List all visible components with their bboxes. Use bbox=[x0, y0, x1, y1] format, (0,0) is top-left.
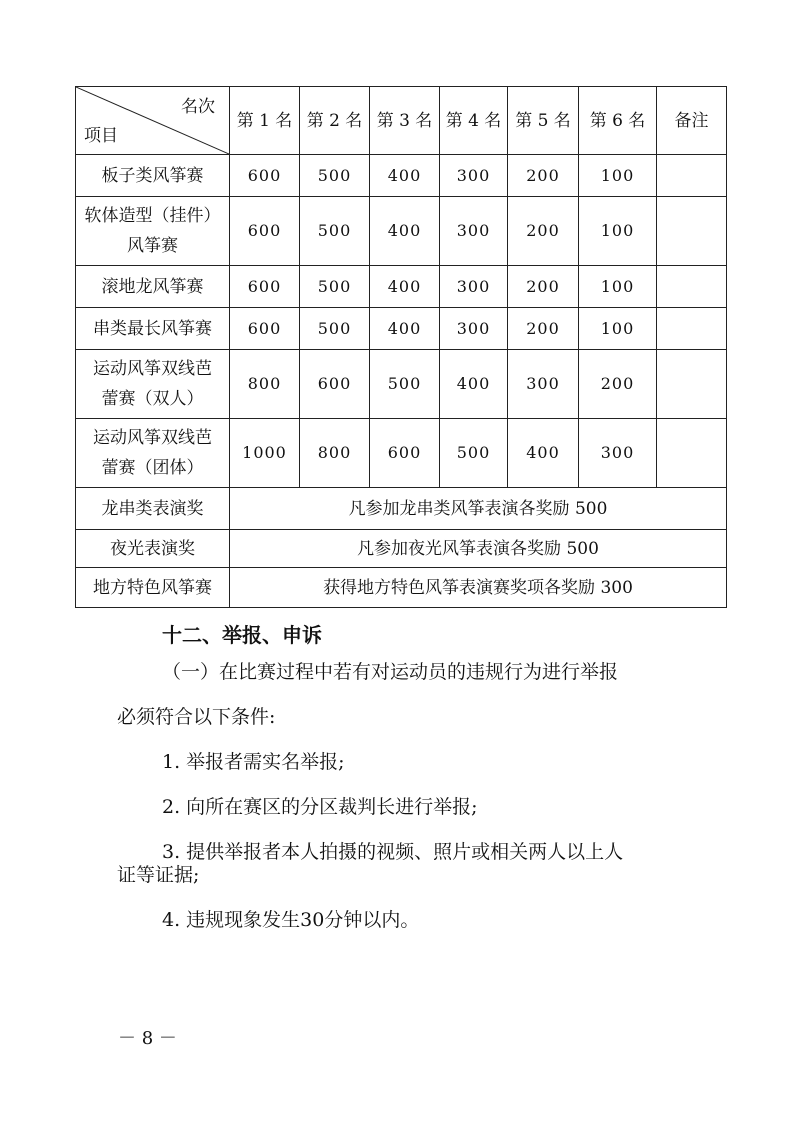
prize-cell: 400 bbox=[440, 350, 508, 419]
prize-cell: 800 bbox=[230, 350, 300, 419]
prize-cell: 200 bbox=[508, 266, 579, 308]
corner-label-item: 项目 bbox=[84, 126, 118, 146]
intro-paragraph-line-1: （一）在比赛过程中若有对运动员的违规行为进行举报 bbox=[162, 661, 619, 683]
prize-cell: 100 bbox=[579, 308, 657, 350]
table-row bbox=[76, 350, 727, 419]
row-name-line: 蕾赛（团体） bbox=[101, 458, 204, 478]
row-name-line: 风筝赛 bbox=[127, 236, 178, 256]
prize-cell: 300 bbox=[579, 419, 657, 488]
row-name bbox=[76, 350, 230, 419]
award-row bbox=[76, 530, 727, 568]
prize-cell: 300 bbox=[508, 350, 579, 419]
corner-label-rank: 名次 bbox=[181, 97, 215, 117]
prize-cell: 400 bbox=[370, 308, 440, 350]
remarks-cell bbox=[657, 350, 727, 419]
condition-item-1: 1. 举报者需实名举报; bbox=[162, 751, 345, 773]
prize-cell: 1000 bbox=[230, 419, 300, 488]
prize-cell: 600 bbox=[230, 155, 300, 197]
table-header-row bbox=[76, 87, 727, 155]
prize-cell: 500 bbox=[300, 155, 370, 197]
table-row bbox=[76, 419, 727, 488]
prize-cell: 800 bbox=[300, 419, 370, 488]
prize-cell: 100 bbox=[579, 266, 657, 308]
row-name-line: 运动风筝双线芭 bbox=[93, 428, 212, 448]
prize-cell: 300 bbox=[440, 266, 508, 308]
prize-cell: 600 bbox=[230, 197, 300, 266]
header-place-3: 第 3 名 bbox=[370, 87, 440, 155]
prize-cell: 300 bbox=[440, 308, 508, 350]
header-place-6: 第 6 名 bbox=[579, 87, 657, 155]
remarks-cell bbox=[657, 419, 727, 488]
prize-cell: 200 bbox=[579, 350, 657, 419]
remarks-cell bbox=[657, 197, 727, 266]
prize-cell: 600 bbox=[370, 419, 440, 488]
remarks-cell bbox=[657, 308, 727, 350]
condition-item-2: 2. 向所在赛区的分区裁判长进行举报; bbox=[162, 796, 478, 818]
row-name bbox=[76, 197, 230, 266]
section-heading: 十二、举报、申诉 bbox=[162, 623, 322, 647]
prize-cell: 100 bbox=[579, 197, 657, 266]
prize-cell: 500 bbox=[370, 350, 440, 419]
table-row bbox=[76, 266, 727, 308]
condition-item-3: 3. 提供举报者本人拍摄的视频、照片或相关两人以上人 bbox=[162, 841, 624, 863]
row-name-line: 蕾赛（双人） bbox=[101, 389, 204, 409]
table-row bbox=[76, 308, 727, 350]
prize-cell: 600 bbox=[230, 266, 300, 308]
award-description: 获得地方特色风筝表演赛奖项各奖励 300 bbox=[230, 568, 727, 608]
row-name: 地方特色风筝赛 bbox=[76, 568, 230, 608]
row-name-line: 运动风筝双线芭 bbox=[93, 359, 212, 379]
header-place-2: 第 2 名 bbox=[300, 87, 370, 155]
prize-cell: 600 bbox=[230, 308, 300, 350]
prize-cell: 200 bbox=[508, 155, 579, 197]
row-name: 串类最长风筝赛 bbox=[76, 308, 230, 350]
prize-cell: 400 bbox=[370, 155, 440, 197]
prize-cell: 300 bbox=[440, 197, 508, 266]
remarks-cell bbox=[657, 155, 727, 197]
prize-cell: 400 bbox=[508, 419, 579, 488]
row-name: 板子类风筝赛 bbox=[76, 155, 230, 197]
prize-cell: 600 bbox=[300, 350, 370, 419]
prize-cell: 200 bbox=[508, 308, 579, 350]
table-row bbox=[76, 197, 727, 266]
prize-cell: 500 bbox=[300, 197, 370, 266]
table-row bbox=[76, 155, 727, 197]
header-remarks: 备注 bbox=[657, 87, 727, 155]
prize-table bbox=[75, 86, 727, 608]
header-place-4: 第 4 名 bbox=[440, 87, 508, 155]
award-description: 凡参加夜光风筝表演各奖励 500 bbox=[230, 530, 727, 568]
remarks-cell bbox=[657, 266, 727, 308]
row-name-line: 软体造型（挂件） bbox=[84, 206, 221, 226]
row-name: 夜光表演奖 bbox=[76, 530, 230, 568]
header-place-1: 第 1 名 bbox=[230, 87, 300, 155]
header-place-5: 第 5 名 bbox=[508, 87, 579, 155]
award-row bbox=[76, 568, 727, 608]
corner-header-cell bbox=[76, 87, 230, 155]
row-name bbox=[76, 419, 230, 488]
condition-item-3-continued: 证等证据; bbox=[117, 864, 200, 886]
page-number: － 8 － bbox=[118, 1028, 177, 1049]
row-name: 滚地龙风筝赛 bbox=[76, 266, 230, 308]
prize-cell: 200 bbox=[508, 197, 579, 266]
prize-cell: 500 bbox=[440, 419, 508, 488]
prize-cell: 400 bbox=[370, 266, 440, 308]
intro-paragraph-line-2: 必须符合以下条件: bbox=[117, 706, 276, 728]
prize-cell: 400 bbox=[370, 197, 440, 266]
award-description: 凡参加龙串类风筝表演各奖励 500 bbox=[230, 488, 727, 530]
row-name: 龙串类表演奖 bbox=[76, 488, 230, 530]
prize-cell: 300 bbox=[440, 155, 508, 197]
prize-cell: 500 bbox=[300, 308, 370, 350]
prize-cell: 100 bbox=[579, 155, 657, 197]
award-row bbox=[76, 488, 727, 530]
prize-cell: 500 bbox=[300, 266, 370, 308]
condition-item-4: 4. 违规现象发生30分钟以内。 bbox=[162, 909, 420, 931]
